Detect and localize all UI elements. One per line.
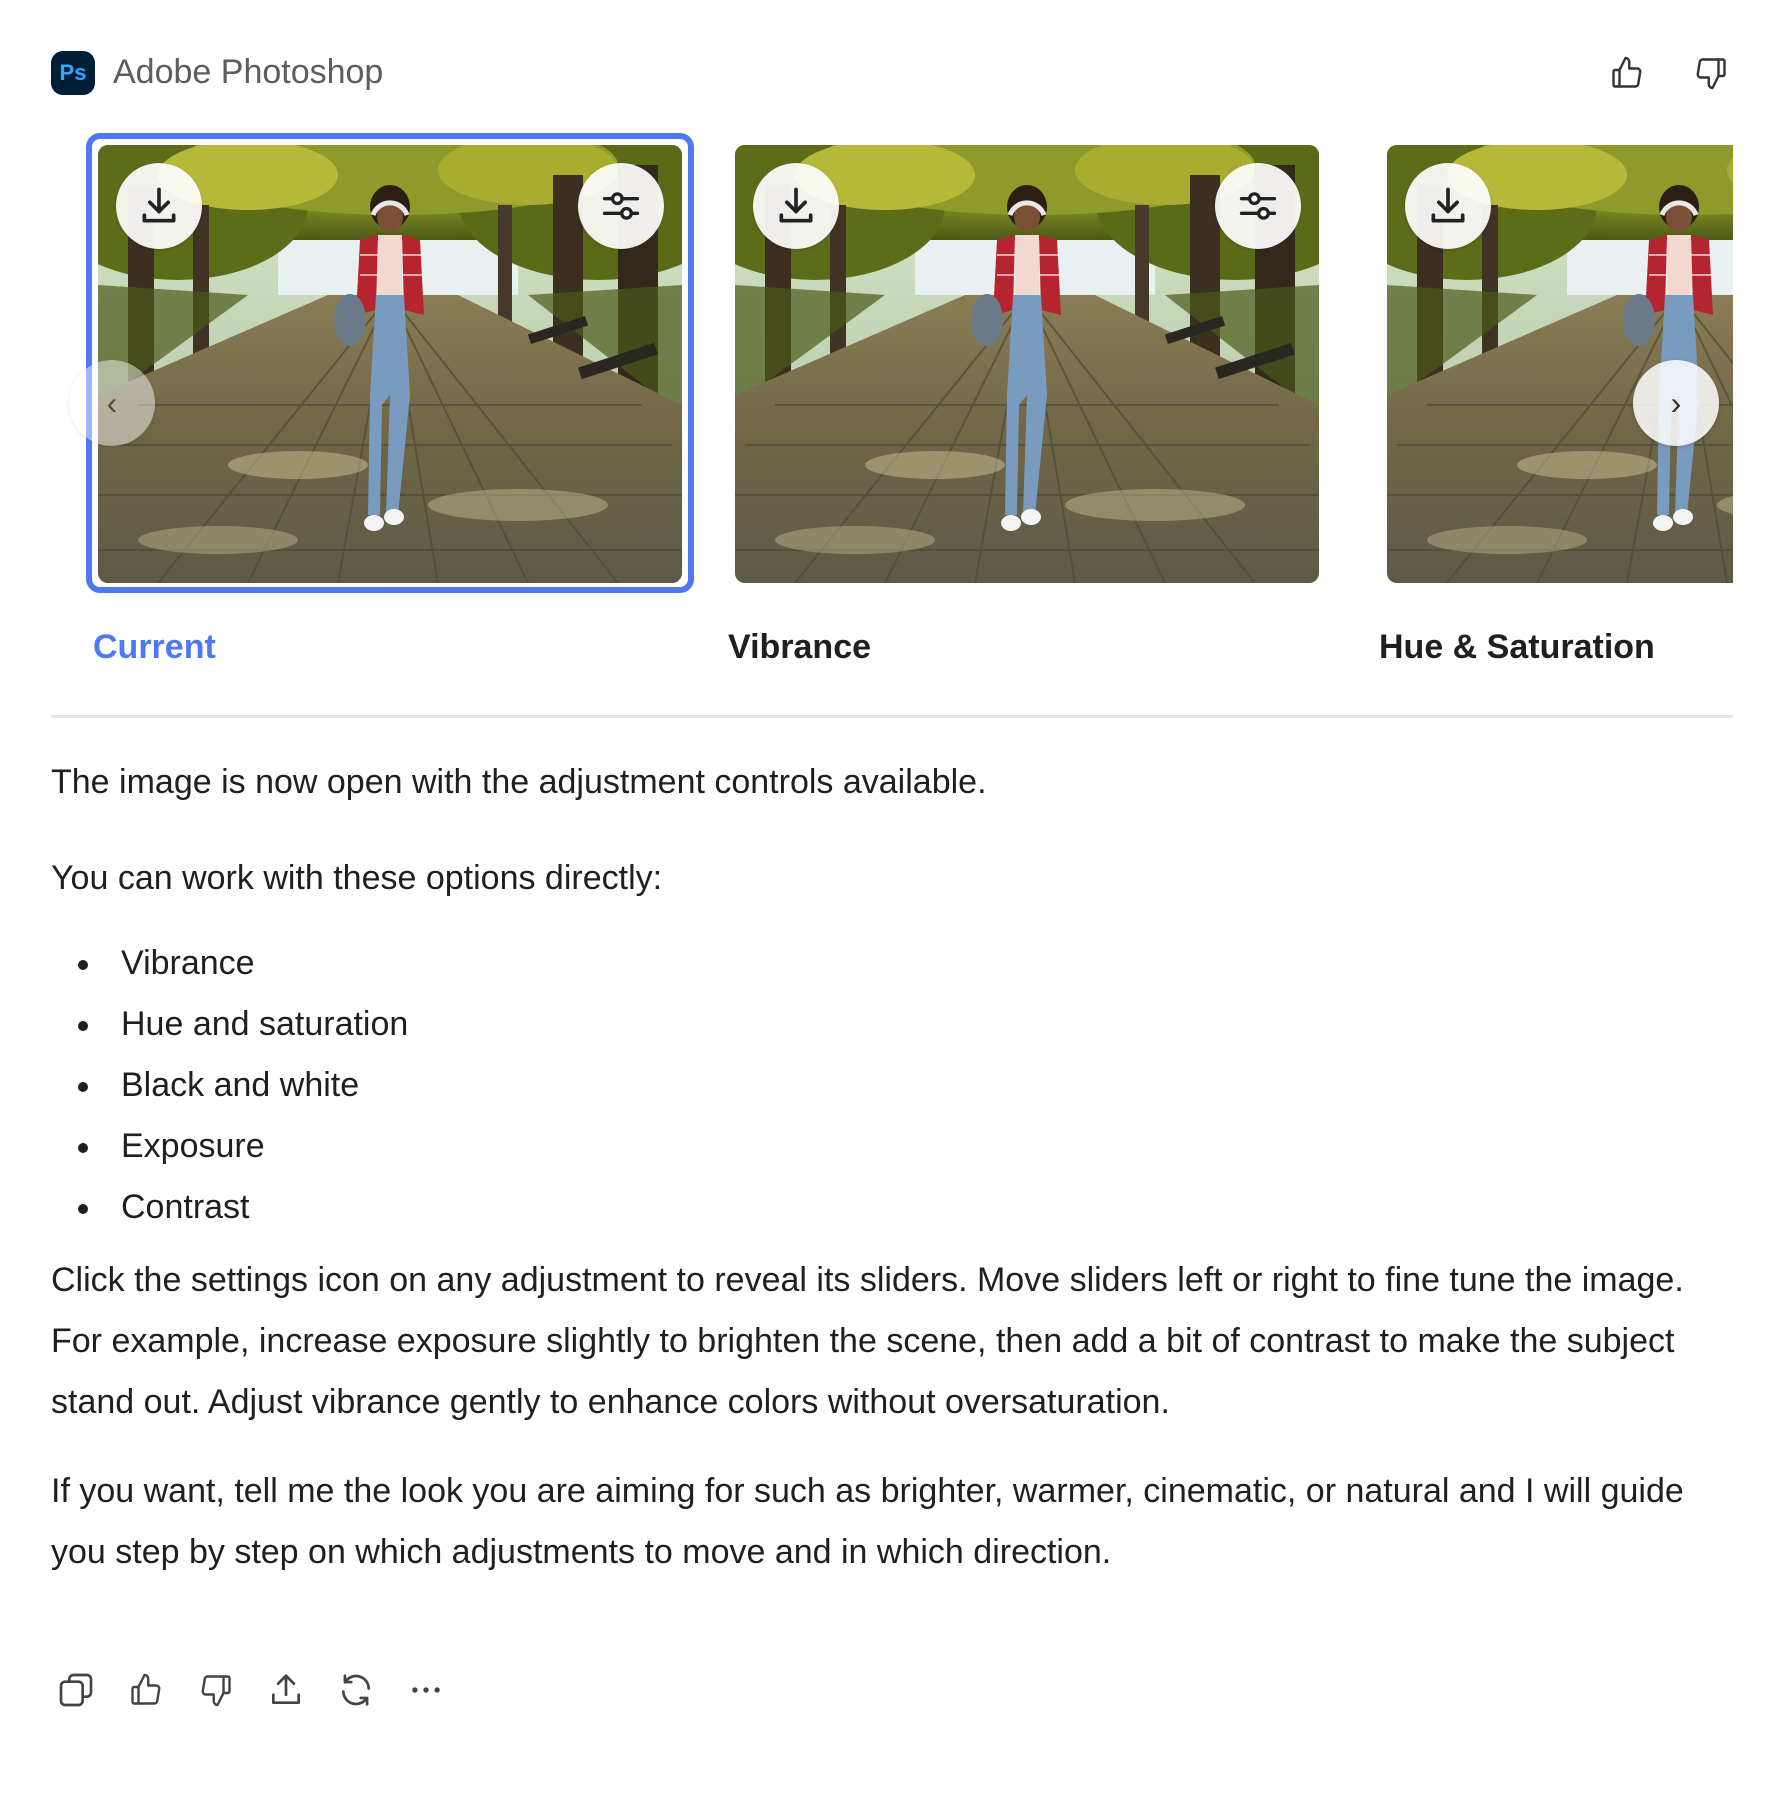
app-title: Adobe Photoshop bbox=[113, 53, 384, 91]
thumbs-up-icon bbox=[1609, 53, 1645, 93]
like-button[interactable] bbox=[121, 1665, 171, 1715]
chevron-right-icon: › bbox=[1670, 384, 1682, 421]
carousel-next-button[interactable] bbox=[1633, 360, 1719, 446]
message-intro: The image is now open with the adjustment controls available. bbox=[51, 763, 987, 801]
download-button[interactable] bbox=[1405, 163, 1491, 249]
list-item bbox=[51, 1055, 1711, 1116]
regenerate-button[interactable] bbox=[331, 1665, 381, 1715]
adjustment-settings-button[interactable] bbox=[1215, 163, 1301, 249]
photoshop-logo-icon bbox=[51, 51, 95, 95]
top-dislike-button[interactable] bbox=[1689, 50, 1733, 96]
adjustment-settings-button[interactable] bbox=[578, 163, 664, 249]
card-label-hue-saturation[interactable]: Hue & Saturation bbox=[1379, 628, 1655, 666]
regenerate-icon bbox=[337, 1670, 375, 1710]
download-button[interactable] bbox=[753, 163, 839, 249]
download-button[interactable] bbox=[116, 163, 202, 249]
sliders-icon bbox=[597, 184, 645, 228]
more-icon bbox=[407, 1670, 445, 1710]
download-icon bbox=[137, 184, 181, 228]
card-label-current[interactable]: Current bbox=[93, 628, 216, 666]
bullet bbox=[78, 1143, 88, 1153]
list-item-text: Hue and saturation bbox=[121, 1005, 409, 1043]
bullet bbox=[78, 1204, 88, 1214]
top-like-button[interactable] bbox=[1605, 50, 1649, 96]
card-label-vibrance[interactable]: Vibrance bbox=[728, 628, 872, 666]
assistant-message bbox=[51, 752, 1711, 1583]
download-icon bbox=[774, 184, 818, 228]
list-item bbox=[51, 933, 1711, 994]
bullet bbox=[78, 960, 88, 970]
list-item-text: Exposure bbox=[121, 1127, 265, 1165]
dislike-button[interactable] bbox=[191, 1665, 241, 1715]
list-item-text: Vibrance bbox=[121, 944, 255, 982]
copy-icon bbox=[56, 1670, 96, 1710]
adjustment-carousel bbox=[51, 133, 1733, 693]
section-divider bbox=[51, 715, 1733, 718]
share-icon bbox=[267, 1670, 305, 1710]
message-options-lead: You can work with these options directly: bbox=[51, 859, 663, 897]
message-offer: If you want, tell me the look you are aiming for such as brighter, warmer, cinematic, or natural and I will guide you step by step on which adjustments to move and in which direction. bbox=[51, 1472, 1684, 1571]
copy-button[interactable] bbox=[51, 1665, 101, 1715]
list-item bbox=[51, 994, 1711, 1055]
options-list bbox=[51, 933, 1711, 1238]
message-instructions: Click the settings icon on any adjustment to reveal its sliders. Move sliders left or right to fine tune the image. For example, increase exposure slightly to brighten the scene, then add a bit of contrast to make the subject stand out. Adjust vibrance gently to enhance colors without oversaturation. bbox=[51, 1261, 1684, 1421]
app-header bbox=[51, 50, 1733, 96]
carousel-prev-button[interactable] bbox=[69, 360, 155, 446]
bullet bbox=[78, 1021, 88, 1031]
more-options-button[interactable] bbox=[401, 1665, 451, 1715]
thumbs-up-icon bbox=[128, 1670, 164, 1710]
app-logo-text: Ps bbox=[59, 60, 87, 85]
list-item-text: Contrast bbox=[121, 1188, 250, 1226]
message-actions bbox=[51, 1665, 471, 1715]
sliders-icon bbox=[1234, 184, 1282, 228]
bullet bbox=[78, 1082, 88, 1092]
list-item bbox=[51, 1177, 1711, 1238]
share-button[interactable] bbox=[261, 1665, 311, 1715]
thumbs-down-icon bbox=[198, 1670, 234, 1710]
thumbs-down-icon bbox=[1693, 53, 1729, 93]
download-icon bbox=[1426, 184, 1470, 228]
list-item-text: Black and white bbox=[121, 1066, 360, 1104]
list-item bbox=[51, 1116, 1711, 1177]
chevron-left-icon: ‹ bbox=[106, 384, 118, 421]
